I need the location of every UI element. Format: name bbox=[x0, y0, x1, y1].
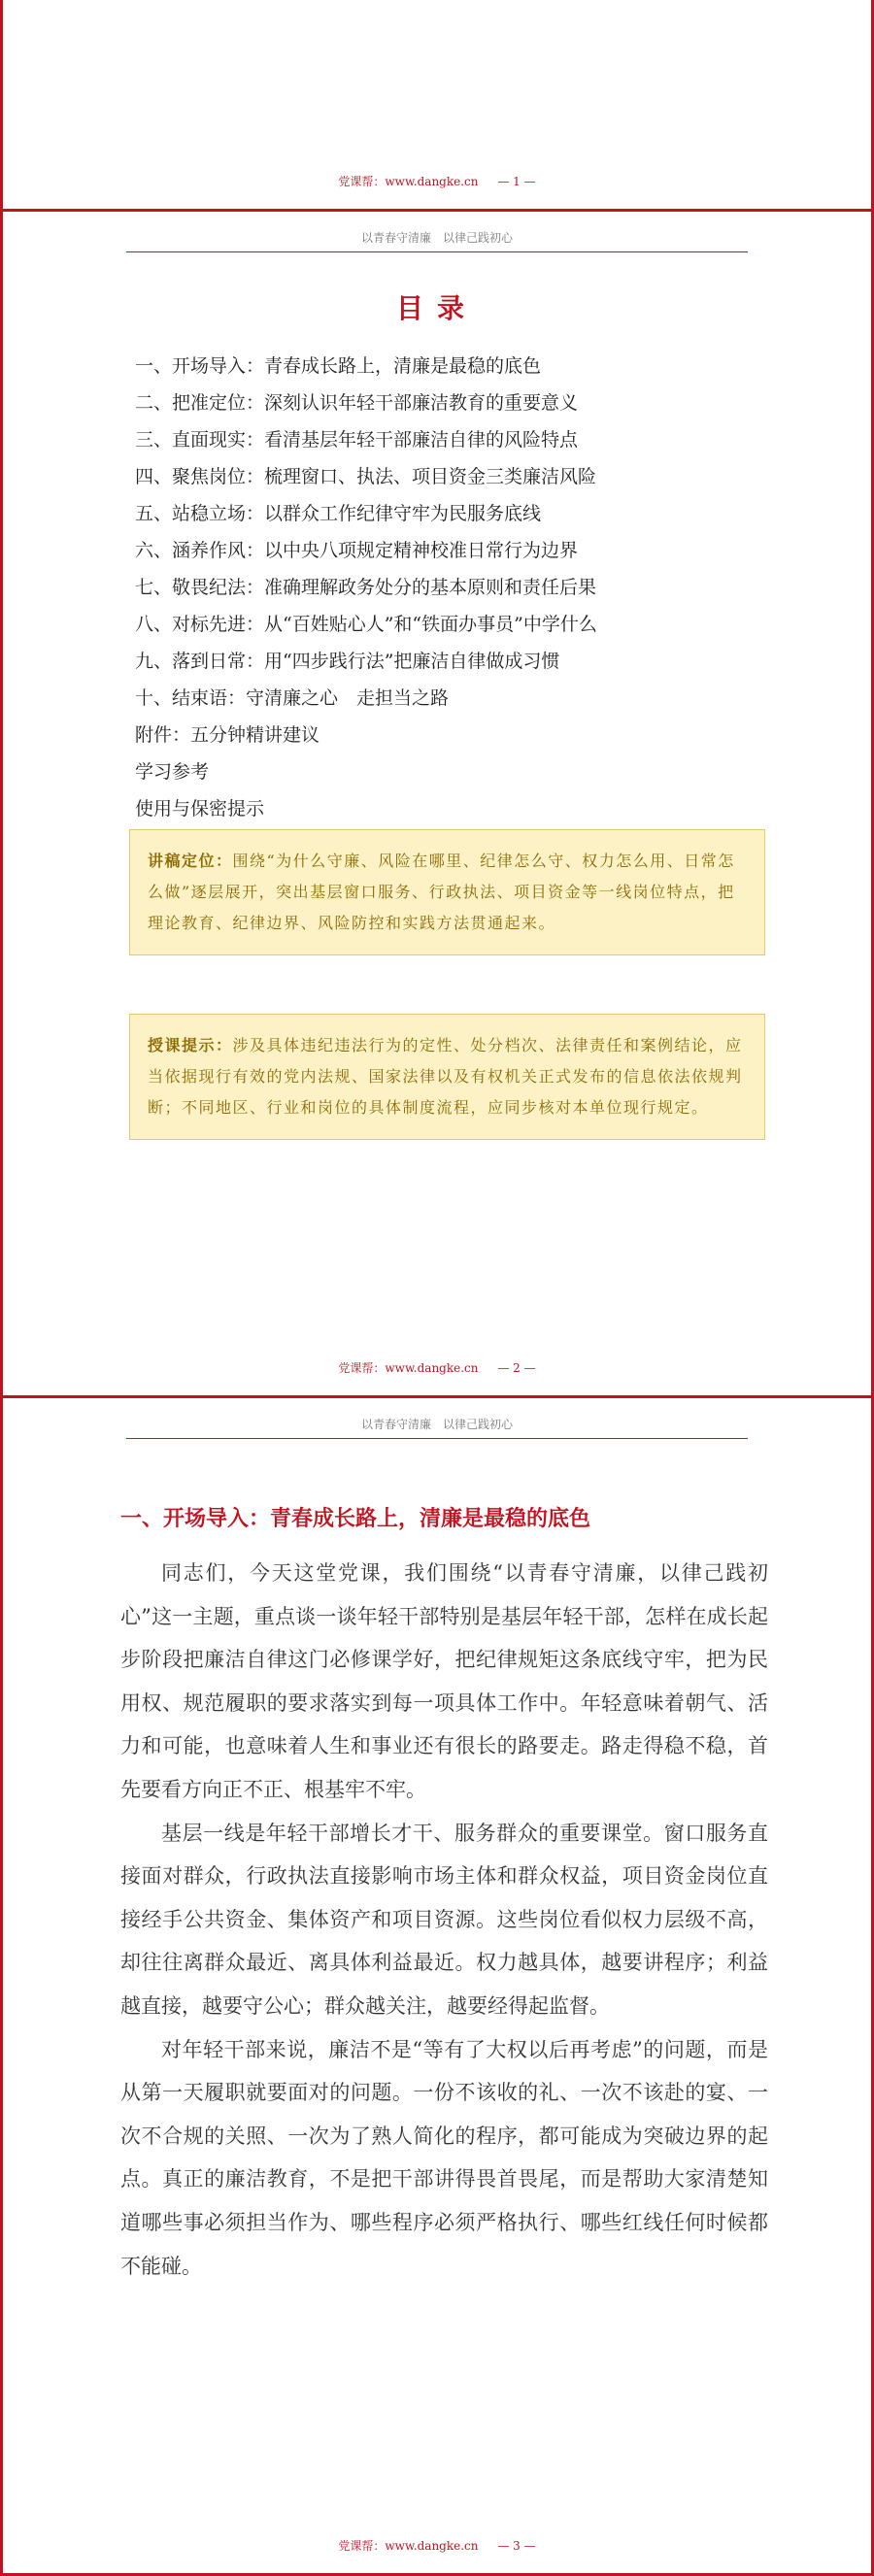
footer-site: 党课帮：www.dangke.cn bbox=[338, 2539, 479, 2553]
toc-list bbox=[135, 348, 774, 827]
toc-item[interactable]: 五、站稳立场：以群众工作纪律守牢为民服务底线 bbox=[135, 503, 542, 524]
toc-item[interactable]: 七、敬畏纪法：准确理解政务处分的基本原则和责任后果 bbox=[135, 577, 597, 598]
positioning-note-box bbox=[129, 829, 765, 955]
toc-item[interactable]: 使用与保密提示 bbox=[135, 798, 265, 820]
note-lead: 讲稿定位： bbox=[148, 852, 233, 870]
teaching-note-box bbox=[129, 1014, 765, 1140]
section-body bbox=[120, 1552, 768, 2288]
toc-item[interactable]: 六、涵养作风：以中央八项规定精神校准日常行为边界 bbox=[135, 540, 579, 561]
toc-title: 目录 bbox=[395, 292, 478, 324]
toc-item[interactable]: 二、把准定位：深刻认识年轻干部廉洁教育的重要意义 bbox=[135, 392, 579, 414]
page-header: 以青春守清廉 以律己践初心 bbox=[126, 1416, 748, 1439]
page-number: — 1 — bbox=[497, 175, 536, 188]
note-text: 围绕“为什么守廉、风险在哪里、纪律怎么守、权力怎么用、日常怎么做”逐层展开，突出基层窗口服务、行政执法、项目资金等一线岗位特点，把理论教育、纪律边界、风险防控和实践方法贯通起来。 bbox=[148, 852, 735, 932]
paragraph: 基层一线是年轻干部增长才干、服务群众的重要课堂。窗口服务直接面对群众，行政执法直接影响市场主体和群众权益，项目资金岗位直接经手公共资金、集体资产和项目资源。这些岗位看似权力层级不高，却往往离群众最近、离具体利益最近。权力越具体，越要讲程序；利益越直接，越要守公心；群众越关注，越要经得起监督。 bbox=[120, 1821, 768, 2018]
note-text: 涉及具体违纪违法行为的定性、处分档次、法律责任和案例结论，应当依据现行有效的党内法规、国家法律以及有权机关正式发布的信息依法依规判断；不同地区、行业和岗位的具体制度流程，应同步核对本单位现行规定。 bbox=[148, 1036, 743, 1117]
page-footer bbox=[3, 1359, 871, 1376]
note-lead: 授课提示： bbox=[148, 1036, 233, 1054]
footer-site: 党课帮：www.dangke.cn bbox=[338, 175, 479, 188]
toc-item[interactable]: 一、开场导入：青春成长路上，清廉是最稳的底色 bbox=[135, 355, 542, 377]
page-header: 以青春守清廉 以律己践初心 bbox=[126, 229, 748, 252]
toc-item[interactable]: 四、聚焦岗位：梳理窗口、执法、项目资金三类廉洁风险 bbox=[135, 466, 597, 487]
page-2 bbox=[0, 212, 874, 1398]
paragraph: 对年轻干部来说，廉洁不是“等有了大权以后再考虑”的问题，而是从第一天履职就要面对的问题。一份不该收的礼、一次不该赴的宴、一次不合规的关照、一次为了熟人简化的程序，都可能成为突破边界的起点。真正的廉洁教育，不是把干部讲得畏首畏尾，而是帮助大家清楚知道哪些事必须担当作为、哪些程序必须严格执行、哪些红线任何时候都不能碰。 bbox=[120, 2037, 768, 2278]
toc-item[interactable]: 附件：五分钟精讲建议 bbox=[135, 724, 320, 746]
toc-item[interactable]: 九、落到日常：用“四步践行法”把廉洁自律做成习惯 bbox=[135, 651, 560, 672]
toc-item[interactable]: 学习参考 bbox=[135, 761, 210, 783]
page-footer bbox=[3, 173, 871, 189]
page-number: — 3 — bbox=[497, 2539, 536, 2553]
footer-site: 党课帮：www.dangke.cn bbox=[338, 1361, 479, 1375]
toc-item[interactable]: 十、结束语：守清廉之心 走担当之路 bbox=[135, 687, 450, 709]
paragraph: 同志们，今天这堂党课，我们围绕“以青春守清廉，以律己践初心”这一主题，重点谈一谈年轻干部特别是基层年轻干部，怎样在成长起步阶段把廉洁自律这门必修课学好，把纪律规矩这条底线守牢，把为民用权、规范履职的要求落实到每一项具体工作中。年轻意味着朝气、活力和可能，也意味着人生和事业还有很长的路要走。路走得稳不稳，首先要看方向正不正、根基牢不牢。 bbox=[120, 1561, 768, 1801]
page-number: — 2 — bbox=[497, 1361, 536, 1375]
page-1 bbox=[0, 0, 874, 212]
section-title: 一、开场导入：青春成长路上，清廉是最稳的底色 bbox=[120, 1507, 591, 1531]
toc-item[interactable]: 八、对标先进：从“百姓贴心人”和“铁面办事员”中学什么 bbox=[135, 614, 597, 635]
toc-item[interactable]: 三、直面现实：看清基层年轻干部廉洁自律的风险特点 bbox=[135, 429, 579, 451]
page-footer bbox=[3, 2537, 871, 2554]
page-3 bbox=[0, 1398, 874, 2576]
